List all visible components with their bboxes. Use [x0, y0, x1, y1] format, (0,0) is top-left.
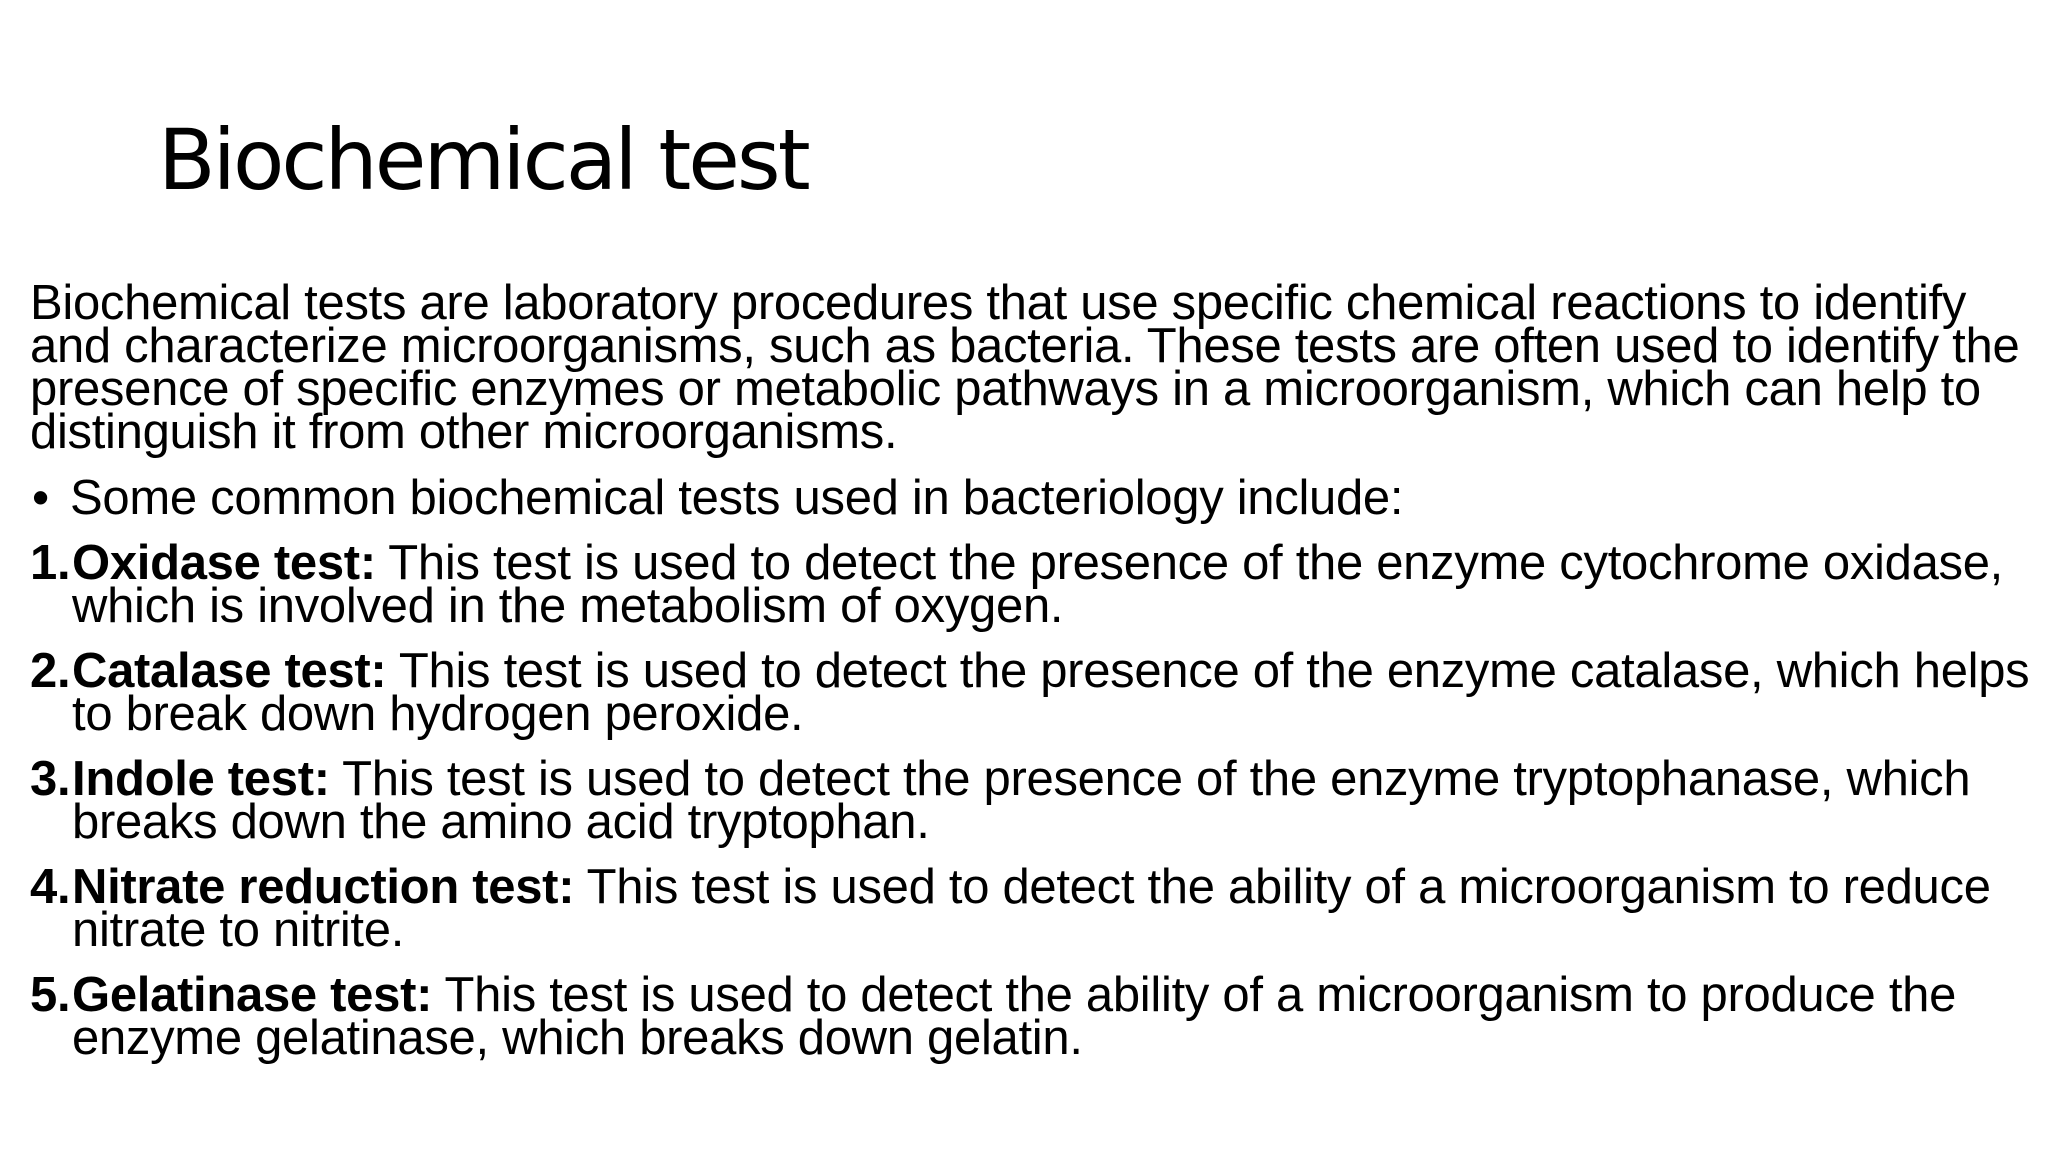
- test-item-indole: [30, 752, 2030, 849]
- list-number: 5.: [30, 968, 71, 1022]
- test-description: This test is used to detect the ability of a microorganism to produce the enzyme gelatinase, which breaks down gelatin.: [72, 968, 1957, 1065]
- test-name: Nitrate reduction test:: [72, 860, 575, 914]
- list-item-text: [72, 752, 2030, 849]
- test-description: This test is used to detect the ability of a microorganism to reduce nitrate to nitrite.: [72, 860, 1991, 957]
- test-description: This test is used to detect the presence of the enzyme tryptophanase, which breaks down the amino acid tryptophan.: [72, 752, 1971, 849]
- bullet-icon: •: [32, 471, 49, 525]
- list-number: 2.: [30, 644, 71, 698]
- test-description: This test is used to detect the presence of the enzyme cytochrome oxidase, which is involved in the metabolism of oxygen.: [72, 536, 2003, 633]
- test-description: This test is used to detect the presence of the enzyme catalase, which helps to break down hydrogen peroxide.: [72, 644, 2030, 741]
- test-name: Gelatinase test:: [72, 968, 433, 1022]
- test-item-gelatinase: [30, 968, 2030, 1065]
- list-item-text: [72, 536, 2030, 633]
- slide-body: [30, 276, 2030, 1065]
- slide-title: Biochemical test: [158, 111, 808, 209]
- test-name: Catalase test:: [72, 644, 387, 698]
- test-name: Indole test:: [72, 752, 330, 806]
- list-item-text: [72, 968, 2030, 1065]
- list-number: 4.: [30, 860, 71, 914]
- bullet-text: Some common biochemical tests used in bacteriology include:: [70, 471, 1404, 525]
- list-item-text: [72, 860, 2030, 957]
- list-number: 3.: [30, 752, 71, 806]
- list-item-text: [72, 644, 2030, 741]
- test-name: Oxidase test:: [72, 536, 376, 590]
- test-item-nitrate-reduction: [30, 860, 2030, 957]
- bullet-item: [30, 471, 2030, 525]
- intro-paragraph: Biochemical tests are laboratory procedures that use specific chemical reactions to identify and characterize microorganisms, such as bacteria. These tests are often used to identify the presence of specific enzymes or metabolic pathways in a microorganism, which can help to distinguish it from other microorganisms.: [30, 276, 2020, 459]
- test-item-oxidase: [30, 536, 2030, 633]
- test-item-catalase: [30, 644, 2030, 741]
- list-number: 1.: [30, 536, 71, 590]
